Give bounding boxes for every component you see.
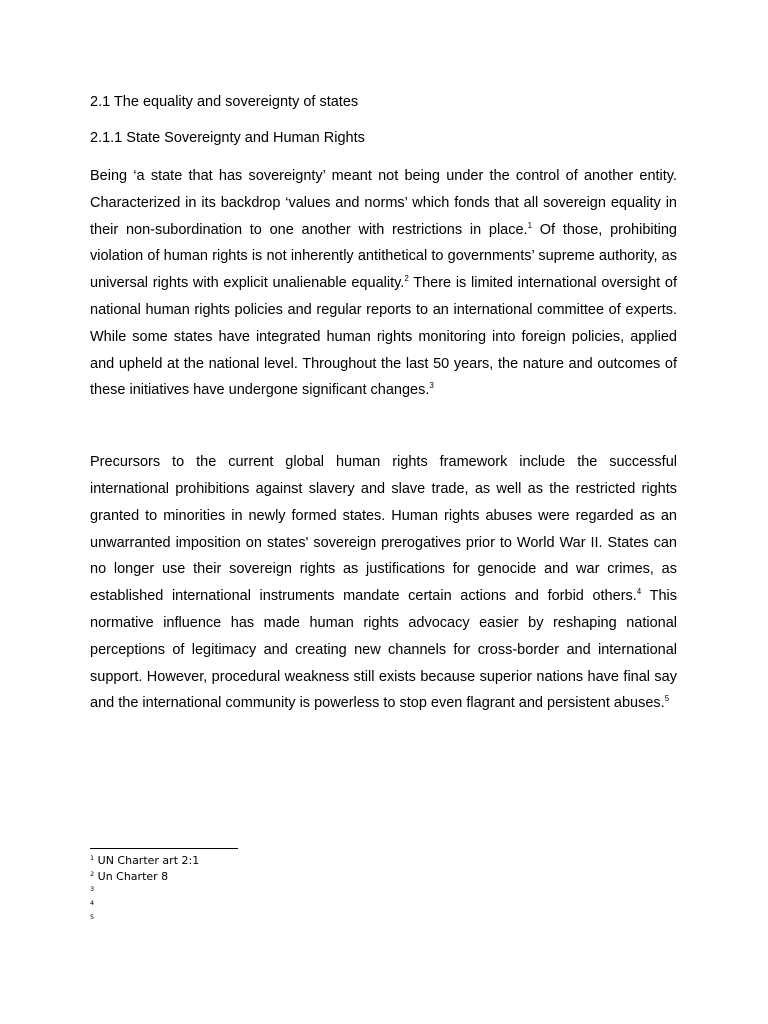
document-body <box>90 91 677 717</box>
footnote-text: Un Charter 8 <box>94 870 169 883</box>
paragraph-text: Being ‘a state that has sovereignty’ meant not being under the control of another entity. Characterized in its backdrop ‘values and norms’ which fonds that all sovereign equality in their non-subordination to one another with restrictions in place. <box>90 168 677 238</box>
footnote-number: 1 <box>90 854 95 862</box>
footnote-ref-3[interactable]: 3 <box>429 381 434 391</box>
footnote-1 <box>90 853 390 869</box>
footnote-text: UN Charter art 2:1 <box>94 854 200 867</box>
paragraph-2 <box>90 449 677 717</box>
paragraph-1 <box>90 163 677 404</box>
footnote-number: 4 <box>90 899 95 907</box>
section-heading: 2.1 The equality and sovereignty of states <box>90 94 359 110</box>
subsection-heading: 2.1.1 State Sovereignty and Human Rights <box>90 130 365 146</box>
footnote-3 <box>90 885 390 899</box>
footnote-ref-4[interactable]: 4 <box>636 587 642 597</box>
footnote-number: 3 <box>90 885 95 893</box>
paragraph-text: Precursors to the current global human rights framework include the successful international prohibitions against slavery and slave trade, as well as the restricted rights granted to minorities in newly formed states. Human rights abuses were regarded as an unwarranted imposition on states' sovereign prerogatives prior to World War II. States can no longer use their sovereign rights as justifications for genocide and war crimes, as established international instruments mandate certain actions and forbid others. <box>90 454 677 605</box>
paragraph-text: This normative influence has made human rights advocacy easier by reshaping national perceptions of legitimacy and creating new channels for cross-border and international support. However, procedural weakness still exists because superior nations have final say and the international community is powerless to stop even flagrant and persistent abuses. <box>90 588 677 712</box>
footnote-ref-1[interactable]: 1 <box>527 220 533 230</box>
paragraph-text: Of those, prohibiting violation of human rights is not inherently antithetical to governments’ supreme authority, as universal rights with explicit unalienable equality. <box>90 221 677 292</box>
footnote-5 <box>90 913 390 927</box>
footnote-number: 2 <box>90 870 95 878</box>
paragraph-text: There is limited international oversight of national human rights policies and regular reports to an international committee of experts. While some states have integrated human rights monitoring into foreign policies, applied and upheld at the national level. Throughout the last 50 years, the nature and outcomes of these initiatives have undergone significant changes. <box>90 275 678 399</box>
footnote-2 <box>90 869 390 885</box>
footnote-number: 5 <box>90 913 95 921</box>
footnote-ref-5[interactable]: 5 <box>664 694 670 704</box>
footnote-4 <box>90 899 390 913</box>
footnotes-section <box>90 848 390 927</box>
footnote-separator <box>90 848 238 849</box>
footnote-ref-2[interactable]: 2 <box>404 274 409 284</box>
